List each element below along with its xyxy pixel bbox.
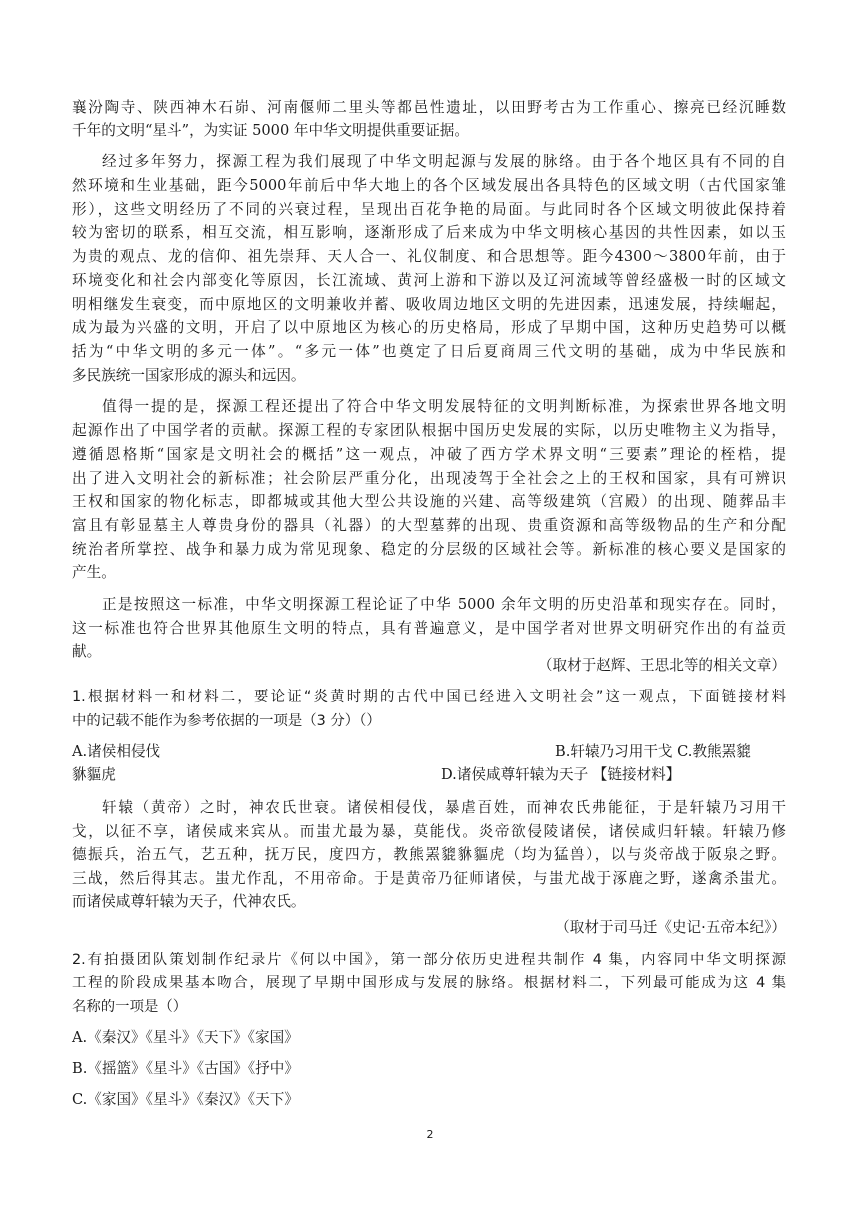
question-2-option-c: C.《家国》《星斗》《秦汉》《天下》 [72, 1091, 299, 1108]
paragraph-line: 为贵的观点、龙的信仰、祖先崇拜、天人合一、礼仪制度、和合思想等。距今4300～3800年前，由于 [72, 248, 786, 265]
paragraph-line: 襄汾陶寺、陕西神木石峁、河南偃师二里头等都邑性遗址，以田野考古为工作重心、擦亮已经沉睡数 [72, 99, 786, 116]
paragraph-line: 千年的文明“星斗”，为实证 5000 年中华文明提供重要证据。 [72, 122, 469, 139]
paragraph-line: 括为“中华文明的多元一体”。“多元一体”也奠定了日后夏商周三代文明的基础，成为中华民族和 [72, 343, 786, 360]
question-1-option-c-continued: 貅貙虎 [72, 766, 116, 783]
question-1-option-a: A.诸侯相侵伐 [72, 743, 161, 760]
paragraph-line: 这一标准也符合世界其他原生文明的特点，具有普遍意义，是中国学者对世界文明研究作出的有益贡 [72, 620, 786, 637]
paragraph-line: 统治者所掌控、战争和暴力成为常见现象、稳定的分层级的区域社会等。新标准的核心要义是国家的 [72, 541, 786, 558]
question-2-stem: 名称的一项是（） [72, 999, 188, 1015]
paragraph-line: 成为最为兴盛的文明，开启了以中原地区为核心的历史格局，形成了早期中国，这种历史趋势可以概 [72, 319, 786, 336]
paragraph-line: 形），这些文明经历了不同的兴衰过程，呈现出百花争艳的局面。与此同时各个区域文明彼此保持着 [72, 201, 786, 218]
paragraph-line: 富且有彰显墓主人尊贵身份的器具（礼器）的大型墓葬的出现、贵重资源和高等级物品的生产和分配 [72, 517, 786, 534]
question-1-stem: 中的记载不能作为参考依据的一项是（3 分）（） [72, 713, 381, 729]
page-number: 2 [426, 1128, 434, 1141]
link-material-line: 三战，然后得其志。蚩尤作乱，不用帝命。于是黄帝乃征师诸侯，与蚩尤战于涿鹿之野，遂禽杀蚩尤。 [72, 870, 786, 887]
paragraph-line: 经过多年努力，探源工程为我们展现了中华文明起源与发展的脉络。由于各个地区具有不同的自 [102, 153, 786, 170]
paragraph-line: 较为密切的联系，相互交流，相互影响，逐渐形成了后来成为中华文明核心基因的共性因素，如以玉 [72, 224, 786, 241]
source-citation: （取材于赵辉、王思北等的相关文章） [537, 657, 786, 674]
paragraph-line: 起源作出了中国学者的贡献。探源工程的专家团队根据中国历史发展的实际，以历史唯物主义为指导， [72, 422, 786, 439]
paragraph-line: 产生。 [72, 564, 116, 581]
paragraph-line: 值得一提的是，探源工程还提出了符合中华文明发展特征的文明判断标准，为探索世界各地文明 [102, 398, 786, 415]
question-2-option-a: A.《秦汉》《星斗》《天下》《家国》 [72, 1029, 299, 1046]
paragraph-line: 献。 [72, 643, 102, 660]
paragraph-line: 遵循恩格斯“国家是文明社会的概括”这一观点，冲破了西方学术界文明“三要素”理论的桎梏，提 [72, 446, 786, 463]
question-1-option-b-c: B.轩辕乃习用干戈 C.教熊罴貔 [555, 743, 751, 760]
paragraph-line: 出了进入文明社会的新标准；社会阶层严重分化，出现凌驾于全社会之上的王权和国家，具有可辨识 [72, 470, 786, 487]
paragraph-line: 王权和国家的物化标志，即都城或其他大型公共设施的兴建、高等级建筑（宫殿）的出现、随葬品丰 [72, 493, 786, 510]
paragraph-line: 多民族统一国家形成的源头和远因。 [72, 367, 306, 384]
paragraph-line: 正是按照这一标准，中华文明探源工程论证了中华 5000 余年文明的历史沿革和现实存在。同时， [102, 596, 786, 613]
paragraph-line: 环境变化和社会内部变化等原因，长江流域、黄河上游和下游以及辽河流域等曾经盛极一时的区域文 [72, 272, 786, 289]
paragraph-line: 然环境和生业基础，距今5000年前后中华大地上的各个区域发展出各具特色的区域文明（古代国家雏 [72, 177, 786, 194]
paragraph-line: 明相继发生衰变，而中原地区的文明兼收并蓄、吸收周边地区文明的先进因素，迅速发展，持续崛起， [72, 296, 786, 313]
link-material-line: 轩辕（黄帝）之时，神农氏世衰。诸侯相侵伐，暴虐百姓，而神农氏弗能征，于是轩辕乃习用干 [102, 799, 786, 816]
link-material-line: 德振兵，治五气，艺五种，抚万民，度四方，教熊罴貔貅貙虎（均为猛兽），以与炎帝战于阪泉之野。 [72, 846, 786, 863]
source-citation: （取材于司马迁《史记·五帝本纪》） [555, 919, 786, 936]
question-2-stem: 2.有拍摄团队策划制作纪录片《何以中国》，第一部分依历史进程共制作 4 集，内容同中华文明探源 [72, 952, 786, 968]
link-material-line: 而诸侯咸尊轩辕为天子，代神农氏。 [72, 893, 306, 910]
question-2-option-b: B.《摇篮》《星斗》《古国》《抒中》 [72, 1060, 299, 1077]
question-2-stem: 工程的阶段成果基本吻合，展现了早期中国形成与发展的脉络。根据材料二，下列最可能成为这 4 集 [72, 975, 786, 991]
question-1-stem: 1.根据材料一和材料二，要论证“炎黄时期的古代中国已经进入文明社会”这一观点，下面链接材料 [72, 689, 786, 705]
question-1-option-d: D.诸侯咸尊轩辕为天子 【链接材料】 [441, 766, 681, 783]
link-material-line: 戈，以征不享，诸侯咸来宾从。而蚩尤最为暴，莫能伐。炎帝欲侵陵诸侯，诸侯咸归轩辕。轩辕乃修 [72, 823, 786, 840]
